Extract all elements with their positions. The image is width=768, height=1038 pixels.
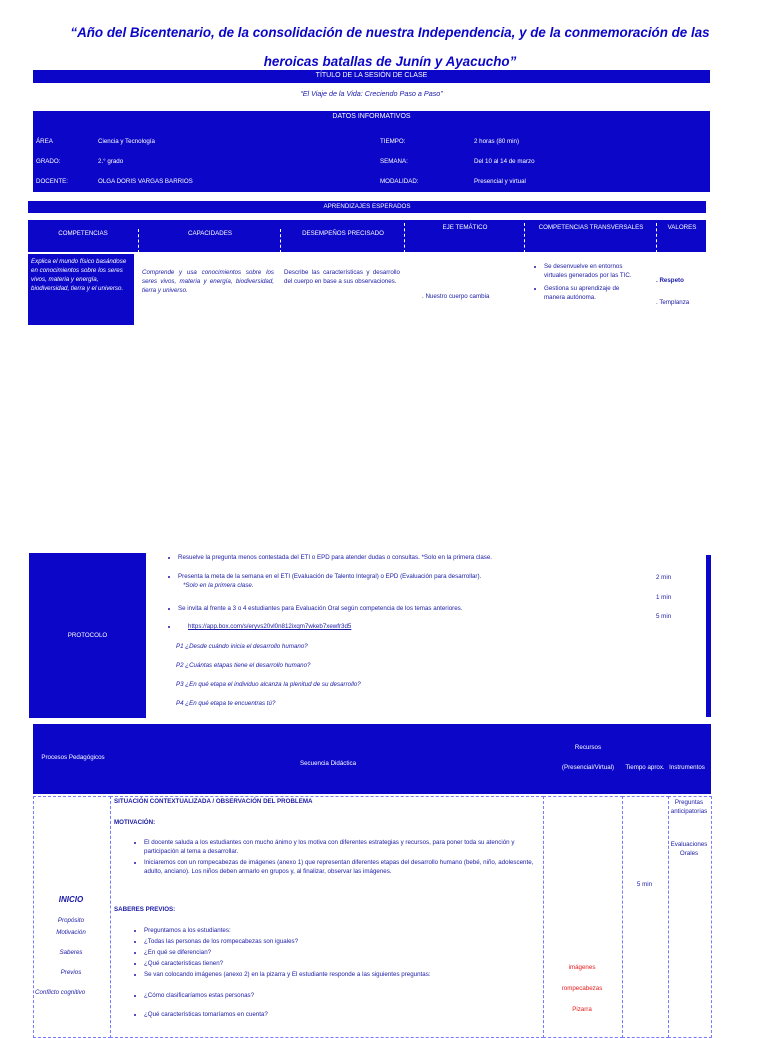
saberes-item: • ¿Qué características tienen? [144, 959, 548, 968]
transversal-item: • Gestiona su aprendizaje de manera autónoma. [544, 284, 642, 302]
protocolo-item-note: *Solo en la primera clase. [183, 582, 254, 589]
proceso-conflicto: Conflicto cognitivo [35, 989, 86, 996]
motivacion-item: • Iniciaremos con un rompecabezas de imágenes (anexo 1) que representan diferentes etapas del desarrollo humano (bebé, niño, adolescente, adulto, anciano). Los niños deben armarlo en grupos y, al finalizar, observar las imágenes. [144, 858, 548, 876]
proceso-motivacion: Motivación [56, 929, 86, 936]
recurso-rompecabezas: rompecabezas [561, 985, 603, 992]
semana-label: SEMANA: [380, 157, 408, 165]
col-capacidades: CAPACIDADES [138, 229, 281, 253]
proceso-saberes: Saberes [59, 949, 83, 956]
recursos-cell [543, 796, 623, 1038]
time-2min: 2 min [656, 574, 672, 581]
aprendizajes-header-row [28, 220, 706, 252]
motivacion-list [132, 838, 548, 876]
instrumento-evaluaciones: Evaluaciones Orales [670, 841, 708, 857]
session-title-label: TÍTULO DE LA SESIÓN DE CLASE [33, 70, 710, 83]
situacion-heading: SITUACIÓN CONTEXTUALIZADA / OBSERVACIÓN DEL PROBLEMA [114, 798, 313, 805]
protocolo-item: • Se invita al frente a 3 o 4 estudiantes para Evaluación Oral según competencia de los temas anteriores. [178, 604, 678, 613]
tiempo-cell [622, 796, 669, 1038]
eje-cell: . Nuestro cuerpo cambia [422, 293, 490, 300]
protocolo-right-border [706, 555, 711, 717]
question-p3: P3 ¿En qué etapa el individuo alcanza la plenitud de su desarrollo? [176, 681, 361, 688]
col-procesos: Procesos Pedagógicos [41, 754, 105, 761]
time-1min: 1 min [656, 594, 672, 601]
motivacion-heading: MOTIVACIÓN: [114, 819, 156, 826]
protocolo-list [166, 553, 678, 640]
datos-section-label: DATOS INFORMATIVOS [332, 113, 411, 120]
modalidad-value: Presencial y virtual [474, 177, 526, 185]
protocolo-item-text: Presenta la meta de la semana en el ETI (Evaluación de Talento Integral) o EPD (Evaluación para desarrollar). [178, 573, 482, 580]
saberes-item: • Se van colocando imágenes (anexo 2) en la pizarra y El estudiante responde a las siguientes preguntas: [144, 970, 548, 979]
area-label: ÁREA [36, 137, 53, 145]
secuencia-header [33, 724, 711, 794]
competencia-cell: Explica el mundo físico basándose en conocimientos sobre los seres vivos, materia y energía, biodiversidad, tierra y el universo. [28, 254, 134, 325]
col-eje: EJE TEMÁTICO [404, 223, 525, 253]
header-line-2: heroicas batallas de Junín y Ayacucho” [263, 54, 517, 69]
docente-value: OLGA DORIS VARGAS BARRIOS [98, 177, 193, 185]
col-valores: VALORES [656, 223, 707, 253]
tiempo-value: 2 horas (80 min) [474, 137, 520, 145]
protocolo-label: PROTOCOLO [29, 553, 146, 718]
transversal-item: • Se desenvuelve en entornos virtuales generados por las TIC. [544, 262, 642, 280]
motivacion-item: • El docente saluda a los estudiantes con mucho ánimo y los motiva con diferentes estrategias y recursos, para poner toda su atención y participación al tema a desarrollar. [144, 838, 548, 856]
protocolo-item: • Resuelve la pregunta menos contestada del ETI o EPD para atender dudas o consultas. *Solo en la primera clase. [178, 553, 678, 562]
recurso-pizarra: Pizarra [572, 1006, 592, 1013]
col-secuencia: Secuencia Didáctica [299, 760, 357, 767]
header-line-1: “Año del Bicentenario, de la consolidación de nuestra Independencia, y de la conmemoración de las [70, 25, 710, 40]
col-transversales: COMPETENCIAS TRANSVERSALES [524, 223, 657, 253]
tiempo-label: TIEMPO: [380, 137, 406, 145]
col-instrumentos: Instrumentos [669, 764, 705, 771]
proceso-previos: Previos [60, 969, 82, 976]
saberes-item: • ¿Todas las personas de los rompecabezas son iguales? [144, 937, 548, 946]
recurso-imagenes: imágenes [568, 964, 596, 971]
valor-templanza: . Templanza [656, 299, 690, 306]
proceso-proposito: Propósito [57, 917, 85, 924]
box-link[interactable]: https://app.box.com/s/eryvs20vl0n812ixqm7wkeb7xewfr3d5 [188, 623, 352, 630]
grado-value: 2.° grado [98, 157, 124, 165]
saberes-item: • ¿En qué se diferencian? [144, 948, 548, 957]
col-recursos-sub: (Presencial/Virtual) [561, 764, 615, 771]
tiempo-value: 5 min [636, 881, 653, 888]
datos-table [33, 131, 710, 191]
question-p4: P4 ¿En qué etapa te encuentras tú? [176, 700, 276, 707]
question-p1: P1 ¿Desde cuándo inicia el desarrollo humano? [176, 643, 308, 650]
desempeno-cell: Describe las características y desarrollo del cuerpo en base a sus observaciones. [284, 269, 400, 285]
saberes-heading: SABERES PREVIOS: [114, 906, 176, 913]
modalidad-label: MODALIDAD: [380, 177, 419, 185]
col-tiempo: Tiempo aprox. [625, 764, 665, 771]
capacidad-cell: Comprende y usa conocimientos sobre los seres vivos, materia y energía, biodiversidad, tierra y universo. [142, 269, 274, 294]
datos-informativos [33, 111, 710, 192]
area-value: Ciencia y Tecnología [98, 137, 155, 145]
saberes-item: • Preguntamos a los estudiantes: [144, 926, 548, 935]
time-5min: 5 min [656, 613, 672, 620]
protocolo-link-item [178, 622, 678, 631]
col-desempenos: DESEMPEÑOS PRECISADO [280, 229, 405, 253]
transversales-list [532, 262, 642, 302]
saberes-list [132, 926, 548, 1019]
instrumentos-cell [668, 796, 712, 1038]
saberes-item: • ¿Qué características tomaríamos en cuenta? [144, 1010, 548, 1019]
semana-value: Del 10 al 14 de marzo [474, 157, 535, 165]
docente-label: DOCENTE: [36, 177, 68, 185]
session-title: “El Viaje de la Vida: Creciendo Paso a Paso” [300, 89, 443, 98]
col-competencias: COMPETENCIAS [58, 230, 108, 237]
col-recursos: Recursos [574, 744, 602, 751]
protocolo-item [178, 572, 678, 590]
instrumento-preguntas: Preguntas anticipatorias [670, 799, 708, 815]
inicio-label: INICIO [58, 895, 84, 904]
question-p2: P2 ¿Cuántas etapas tiene el desarrollo humano? [176, 662, 311, 669]
aprendizajes-section-label: APRENDIZAJES ESPERADOS [28, 201, 706, 213]
grado-label: GRADO: [36, 157, 61, 165]
valor-respeto: . Respeto [656, 277, 684, 284]
saberes-item: • ¿Cómo clasificaríamos estas personas? [144, 991, 548, 1000]
